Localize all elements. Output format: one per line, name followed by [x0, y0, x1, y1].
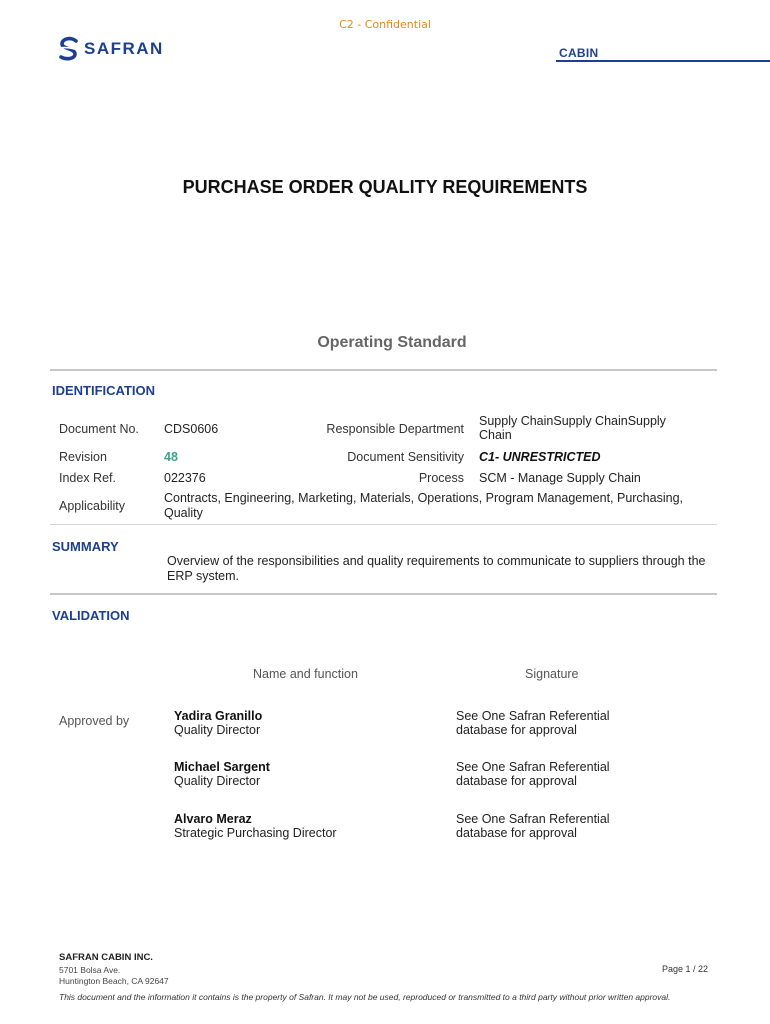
applicability-value: Contracts, Engineering, Marketing, Materials, Operations, Program Management, Purchasing, Quality	[164, 491, 683, 520]
approver-signature: See One Safran Referential database for approval	[456, 812, 610, 840]
summary-text: Overview of the responsibilities and quality requirements to communicate to suppliers through the ERP system.	[167, 554, 706, 583]
header-underline	[556, 60, 770, 62]
approver-signature: See One Safran Referential database for approval	[456, 709, 610, 737]
address-line: Huntington Beach, CA 92647	[59, 976, 169, 986]
process-label: Process	[418, 471, 464, 485]
approver-function: Quality Director	[174, 723, 261, 737]
responsible-dept-label: Responsible Department	[326, 422, 464, 436]
name-function-header: Name and function	[253, 667, 358, 681]
approver-name: Yadira Granillo	[174, 709, 263, 723]
safran-s-icon	[58, 36, 80, 62]
approver-function: Strategic Purchasing Director	[174, 826, 337, 840]
approver-entry	[174, 709, 262, 737]
approver-entry	[174, 812, 337, 840]
document-title: PURCHASE ORDER QUALITY REQUIREMENTS	[182, 177, 588, 197]
divider	[50, 593, 717, 595]
sensitivity-label: Document Sensitivity	[347, 450, 464, 464]
logo-text: SAFRAN	[84, 39, 164, 58]
document-subtitle: Operating Standard	[317, 334, 467, 351]
index-ref-label: Index Ref.	[59, 471, 116, 485]
safran-logo	[58, 36, 164, 62]
approver-entry	[174, 760, 270, 788]
sensitivity-value: C1- UNRESTRICTED	[479, 450, 601, 464]
revision-value: 48	[164, 450, 178, 464]
footer-address	[59, 965, 169, 987]
process-value: SCM - Manage Supply Chain	[479, 471, 641, 485]
summary-heading: SUMMARY	[52, 539, 119, 554]
index-ref-value: 022376	[164, 471, 206, 485]
classification-label: C2 - Confidential	[339, 18, 431, 31]
revision-label: Revision	[59, 450, 107, 464]
document-no-label: Document No.	[59, 422, 139, 436]
applicability-label: Applicability	[59, 499, 126, 513]
divider	[50, 524, 717, 525]
division-label: CABIN	[559, 46, 599, 60]
address-line: 5701 Bolsa Ave.	[59, 965, 121, 975]
signature-header: Signature	[525, 667, 579, 681]
approver-function: Quality Director	[174, 774, 261, 788]
document-no-value: CDS0606	[164, 422, 219, 436]
divider	[50, 369, 717, 371]
footer-notice: This document and the information it contains is the property of Safran. It may not be used, reproduced or transmitted to a third party without prior written approval.	[59, 992, 671, 1002]
identification-heading: IDENTIFICATION	[52, 383, 156, 398]
approver-signature: See One Safran Referential database for approval	[456, 760, 610, 788]
page-number: Page 1 / 22	[661, 964, 708, 974]
approver-name: Michael Sargent	[174, 760, 270, 774]
approved-by-label: Approved by	[59, 714, 130, 728]
approver-name: Alvaro Meraz	[174, 812, 252, 826]
footer-company: SAFRAN CABIN INC.	[59, 952, 153, 963]
responsible-dept-value: Supply ChainSupply ChainSupply Chain	[479, 414, 666, 442]
validation-heading: VALIDATION	[52, 608, 130, 623]
